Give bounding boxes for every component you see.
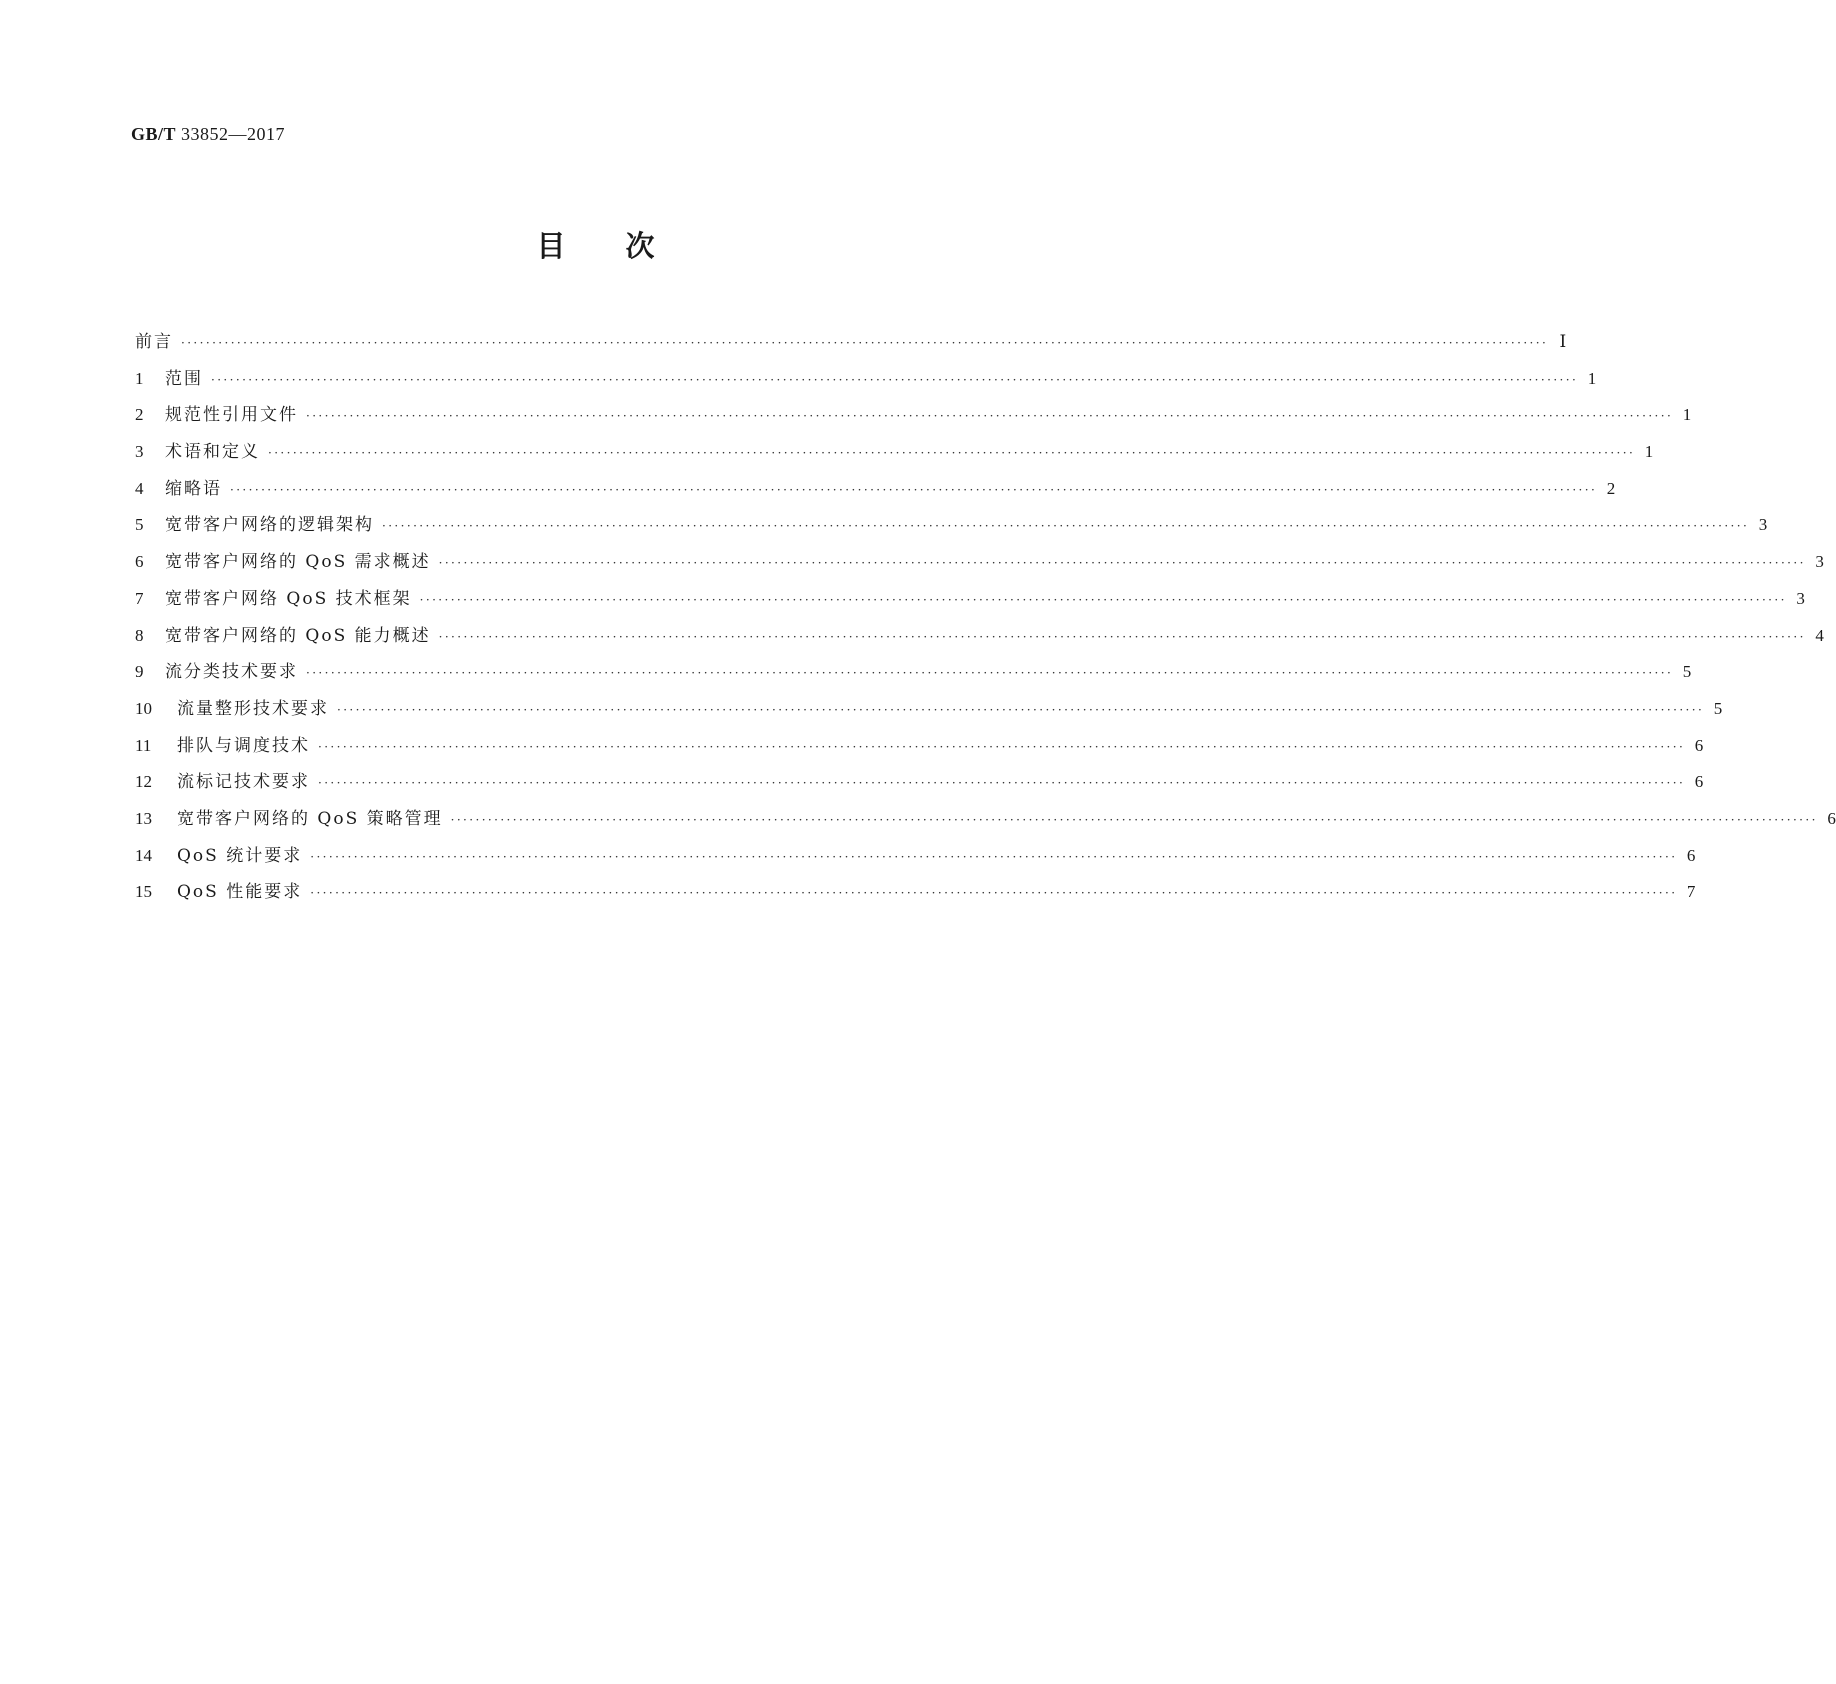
page-title: 目次 — [536, 229, 715, 263]
toc-leader-dots: ···························································································································································································································· — [450, 812, 1818, 827]
toc-leader-dots: ···························································································································································································································· — [230, 482, 1598, 497]
toc-entry-label: 流分类技术要求 — [165, 662, 298, 683]
toc-entry-number: 5 — [135, 515, 144, 535]
toc-entry[interactable] — [135, 694, 1723, 731]
standard-code — [131, 124, 285, 145]
toc-entry-label: 宽带客户网络的 QoS 策略管理 — [177, 808, 443, 829]
toc-leader-dots: ···························································································································································································································· — [306, 666, 1674, 681]
toc-entry-page: 1 — [1682, 405, 1692, 425]
toc-entry[interactable] — [135, 731, 1704, 768]
toc-leader-dots: ···························································································································································································································· — [306, 409, 1674, 424]
toc-entry[interactable] — [135, 804, 1836, 841]
toc-entry-number: 2 — [135, 405, 144, 425]
toc-entry-number: 4 — [135, 478, 144, 498]
toc-leader-dots: ···························································································································································································································· — [310, 886, 1678, 901]
toc-entry-page: 1 — [1644, 442, 1654, 462]
toc-entry-page: 1 — [1587, 368, 1597, 388]
toc-entry-page: 3 — [1758, 515, 1768, 535]
toc-leader-dots: ···························································································································································································································· — [181, 336, 1549, 350]
toc-entry[interactable] — [135, 364, 1597, 401]
toc-entry[interactable] — [135, 474, 1616, 511]
toc-entry-page: 3 — [1815, 552, 1824, 572]
toc-entry[interactable] — [135, 510, 1768, 547]
toc-entry-label: QoS 性能要求 — [177, 882, 303, 903]
toc-entry[interactable] — [135, 621, 1824, 658]
toc-leader-dots: ···························································································································································································································· — [211, 372, 1579, 387]
toc-entry-number: 13 — [135, 808, 152, 828]
toc-entry-number: 6 — [135, 552, 144, 572]
toc-entry-number: 3 — [135, 442, 144, 462]
toc-entry-number: 9 — [135, 662, 144, 682]
toc-entry-page: 5 — [1682, 662, 1692, 682]
toc-leader-dots: ···························································································································································································································· — [438, 556, 1806, 571]
toc-entry-page: 4 — [1815, 625, 1824, 645]
table-of-contents — [135, 327, 1836, 914]
toc-entry-page: 2 — [1606, 478, 1616, 498]
standard-number: 33852—2017 — [181, 124, 286, 144]
toc-entry-number: 15 — [135, 882, 152, 902]
toc-entry-number: 11 — [135, 735, 152, 755]
toc-entry-page: 5 — [1713, 698, 1723, 718]
toc-entry-label: 规范性引用文件 — [165, 405, 298, 426]
toc-entry-label: 范围 — [165, 368, 203, 389]
toc-entry-page: 6 — [1827, 808, 1836, 828]
toc-entry-label: 缩略语 — [165, 478, 222, 499]
toc-leader-dots: ···························································································································································································································· — [438, 629, 1806, 644]
toc-entry-page: 7 — [1686, 882, 1696, 902]
standard-prefix: GB/T — [131, 124, 177, 144]
toc-entry[interactable] — [135, 767, 1704, 804]
toc-entry-number: 8 — [135, 625, 144, 645]
toc-leader-dots: ···························································································································································································································· — [310, 849, 1678, 864]
toc-entry-page: Ⅰ — [1559, 332, 1567, 351]
toc-entry[interactable] — [135, 327, 1567, 364]
toc-entry-number: 14 — [135, 845, 152, 865]
toc-leader-dots: ···························································································································································································································· — [318, 776, 1686, 791]
toc-entry-label: 宽带客户网络的 QoS 需求概述 — [165, 552, 431, 573]
toc-entry-label: 宽带客户网络的逻辑架构 — [165, 515, 374, 536]
toc-entry-number: 1 — [135, 368, 144, 388]
toc-entry-label: 排队与调度技术 — [177, 735, 310, 756]
toc-leader-dots: ···························································································································································································································· — [419, 592, 1787, 607]
toc-entry-page: 3 — [1796, 588, 1805, 608]
toc-entry-label: 宽带客户网络的 QoS 能力概述 — [165, 625, 431, 646]
toc-entry-number: 12 — [135, 772, 152, 792]
toc-entry[interactable] — [135, 657, 1692, 694]
toc-entry[interactable] — [135, 547, 1824, 584]
toc-entry[interactable] — [135, 584, 1805, 621]
toc-leader-dots: ···························································································································································································································· — [337, 702, 1705, 717]
toc-entry-number: 7 — [135, 588, 144, 608]
toc-entry[interactable] — [135, 437, 1654, 474]
toc-entry-page: 6 — [1694, 735, 1704, 755]
toc-entry-page: 6 — [1686, 845, 1696, 865]
toc-entry-label: QoS 统计要求 — [177, 845, 303, 866]
toc-entry[interactable] — [135, 841, 1696, 878]
toc-leader-dots: ···························································································································································································································· — [268, 446, 1636, 461]
toc-entry-label: 术语和定义 — [165, 442, 260, 463]
toc-entry-page: 6 — [1694, 772, 1704, 792]
toc-entry-label: 前言 — [135, 332, 173, 352]
toc-entry[interactable] — [135, 877, 1696, 914]
toc-entry-label: 流量整形技术要求 — [177, 698, 329, 719]
toc-entry-label: 宽带客户网络 QoS 技术框架 — [165, 588, 412, 609]
toc-entry-number: 10 — [135, 698, 152, 718]
toc-leader-dots: ···························································································································································································································· — [318, 739, 1686, 754]
toc-entry-label: 流标记技术要求 — [177, 772, 310, 793]
toc-entry[interactable] — [135, 400, 1692, 437]
toc-leader-dots: ···························································································································································································································· — [382, 519, 1750, 534]
